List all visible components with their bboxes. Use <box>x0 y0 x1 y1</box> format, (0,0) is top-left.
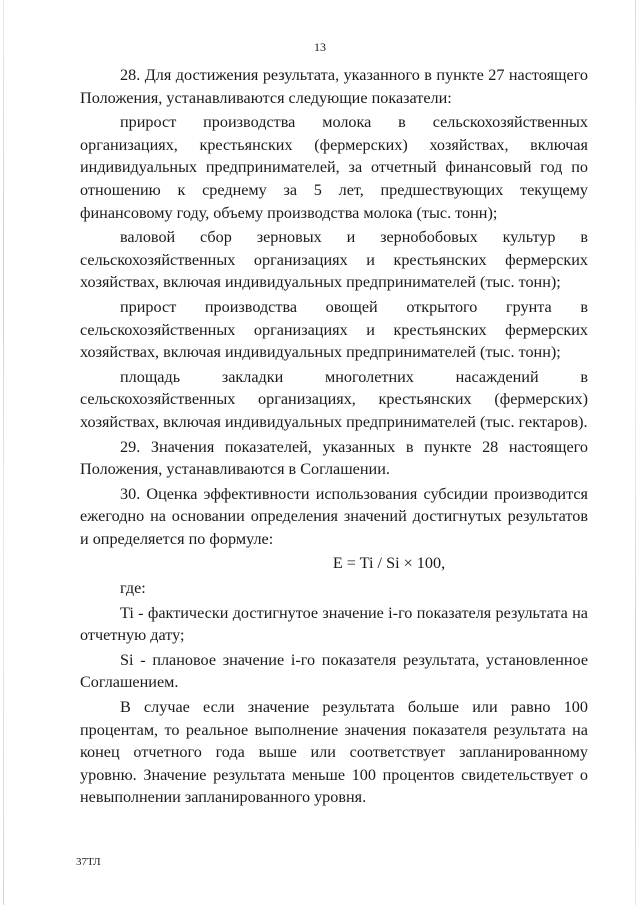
result-interpretation: В случае если значение результата больше или равно 100 процентам, то реальное выполнение значения показателя результата на конец отчетного года выше или соответствует запланированному уровню. Значение результата меньше 100 процентов свидетельствует о невыполнении запланированного уровня. <box>80 698 588 807</box>
scan-edge-left <box>3 0 4 905</box>
formula: E = Ti / Si × 100, <box>332 554 446 573</box>
indicator-milk: прирост производства молока в сельскохозяйственных организациях, крестьянских (фермерских) хозяйствах, включая индивидуальных предпринимателей, за отчетный финансовый год по отношению к среднему за 5 лет, предшествующих текущему финансовому году, объему производства молока (тыс. тонн); <box>80 113 588 222</box>
definition-ti: Ti - фактически достигнутое значение i-го показателя результата на отчетную дату; <box>80 603 588 645</box>
indicator-vegetables: прирост производства овощей открытого грунта в сельскохозяйственных организациях и крестьянских фермерских хозяйствах, включая индивидуальных предпринимателей (тыс. тонн); <box>80 297 588 362</box>
paragraph-30: 30. Оценка эффективности использования субсидии производится ежегодно на основании определения значений достигнутых результатов и определяется по формуле: <box>80 484 588 548</box>
indicator-perennials: площадь закладки многолетних насаждений в сельскохозяйственных организациях, крестьянских (фермерских) хозяйствах, включая индивидуальных предпринимателей (тыс. гектаров). <box>80 367 588 431</box>
paragraph-29: 29. Значения показателей, указанных в пункте 28 настоящего Положения, устанавливаются в Соглашении. <box>80 437 588 479</box>
page-number: 13 <box>314 40 326 54</box>
scan-edge-right <box>635 0 636 905</box>
where-label: где: <box>120 579 146 598</box>
footer-code: 37ТЛ <box>76 856 101 868</box>
indicator-grain: валовой сбор зерновых и зернобобовых культур в сельскохозяйственных организациях и крестьянских фермерских хозяйствах, включая индивидуальных предпринимателей (тыс. тонн); <box>80 228 588 292</box>
document-body <box>80 64 588 809</box>
paragraph-28: 28. Для достижения результата, указанного в пункте 27 настоящего Положения, устанавливаются следующие показатели: <box>80 66 588 107</box>
definition-si: Si - плановое значение i-го показателя результата, установленное Соглашением. <box>80 650 588 692</box>
